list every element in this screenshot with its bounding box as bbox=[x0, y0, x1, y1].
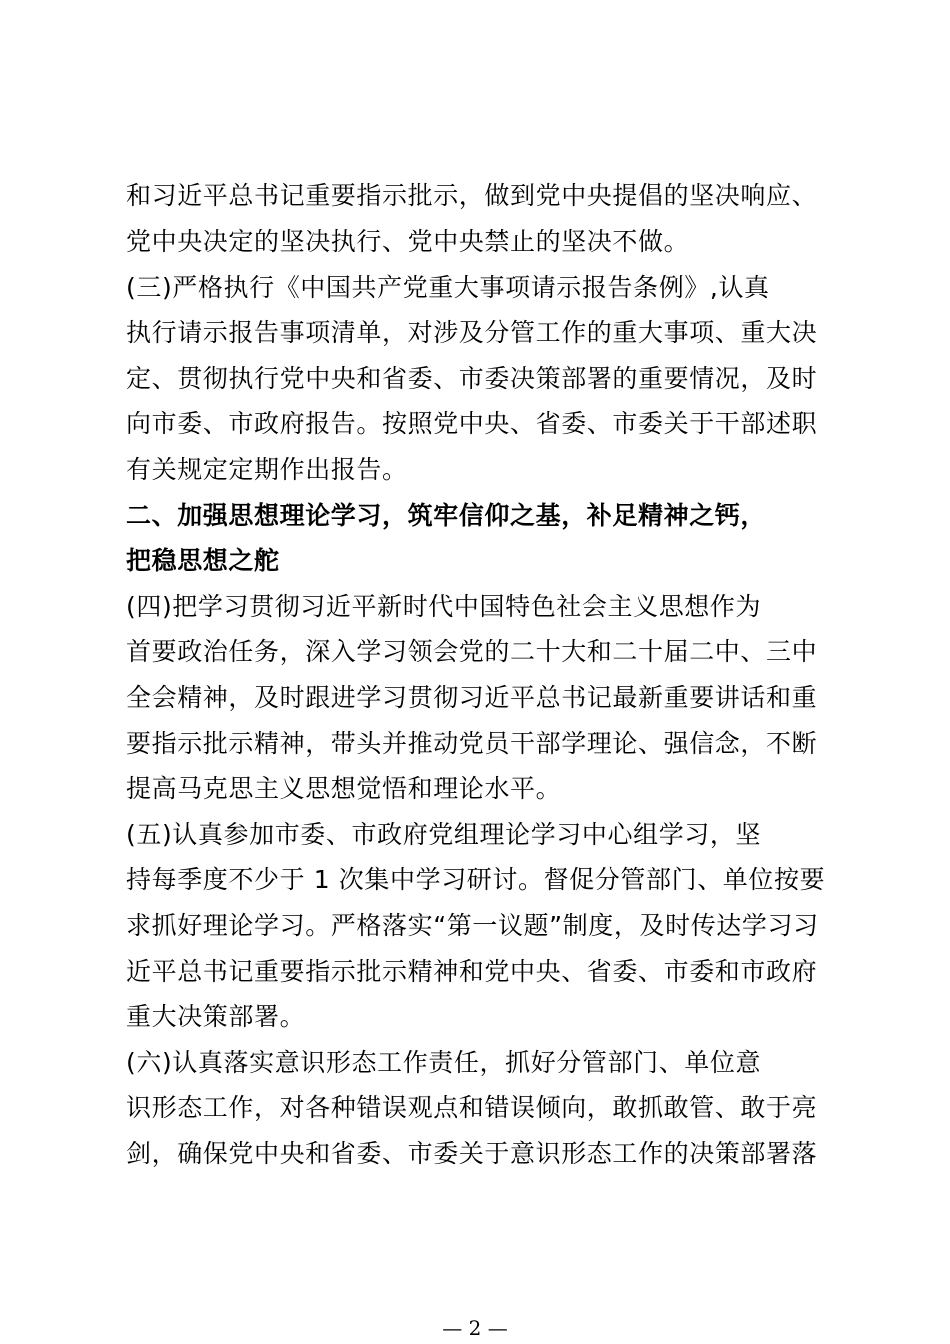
body-line: 和习近平总书记重要指示批示，做到党中央提倡的坚决响应、 bbox=[126, 181, 818, 210]
body-line: 全会精神，及时跟进学习贯彻习近平总书记最新重要讲话和重 bbox=[126, 683, 818, 712]
body-line: 有关规定定期作出报告。 bbox=[126, 455, 408, 484]
body-line: 执行请示报告事项清单，对涉及分管工作的重大事项、重大决 bbox=[126, 318, 818, 347]
body-line: 首要政治任务，深入学习领会党的二十大和二十届二中、三中 bbox=[126, 637, 818, 666]
body-line: 持每季度不少于 1 次集中学习研讨。督促分管部门、单位按要 bbox=[126, 865, 826, 894]
body-line: 求抓好理论学习。严格落实“第一议题”制度，及时传达学习习 bbox=[126, 911, 819, 940]
body-line: 重大决策部署。 bbox=[126, 1002, 306, 1031]
body-line: 识形态工作，对各种错误观点和错误倾向，敢抓敢管、敢于亮 bbox=[126, 1093, 818, 1122]
body-line: (六)认真落实意识形态工作责任，抓好分管部门、单位意 bbox=[126, 1048, 762, 1077]
page-number: — 2 — bbox=[442, 1316, 508, 1340]
body-line: (三)严格执行《中国共产党重大事项请示报告条例》,认真 bbox=[126, 273, 770, 302]
body-line: 党中央决定的坚决执行、党中央禁止的坚决不做。 bbox=[126, 227, 690, 256]
body-line: 向市委、市政府报告。按照党中央、省委、市委关于干部述职 bbox=[126, 409, 818, 438]
body-line: 要指示批示精神，带头并推动党员干部学理论、强信念，不断 bbox=[126, 729, 818, 758]
body-line: 剑，确保党中央和省委、市委关于意识形态工作的决策部署落 bbox=[126, 1139, 818, 1168]
body-line: (五)认真参加市委、市政府党组理论学习中心组学习，坚 bbox=[126, 820, 762, 849]
body-line: (四)把学习贯彻习近平新时代中国特色社会主义思想作为 bbox=[126, 592, 762, 621]
body-line: 定、贯彻执行党中央和省委、市委决策部署的重要情况，及时 bbox=[126, 364, 818, 393]
section-heading-line: 把稳思想之舵 bbox=[126, 546, 280, 575]
body-line: 近平总书记重要指示批示精神和党中央、省委、市委和市政府 bbox=[126, 957, 818, 986]
body-line: 提高马克思主义思想觉悟和理论水平。 bbox=[126, 774, 562, 803]
section-heading-line: 二、加强思想理论学习，筑牢信仰之基，补足精神之钙， bbox=[126, 501, 767, 530]
